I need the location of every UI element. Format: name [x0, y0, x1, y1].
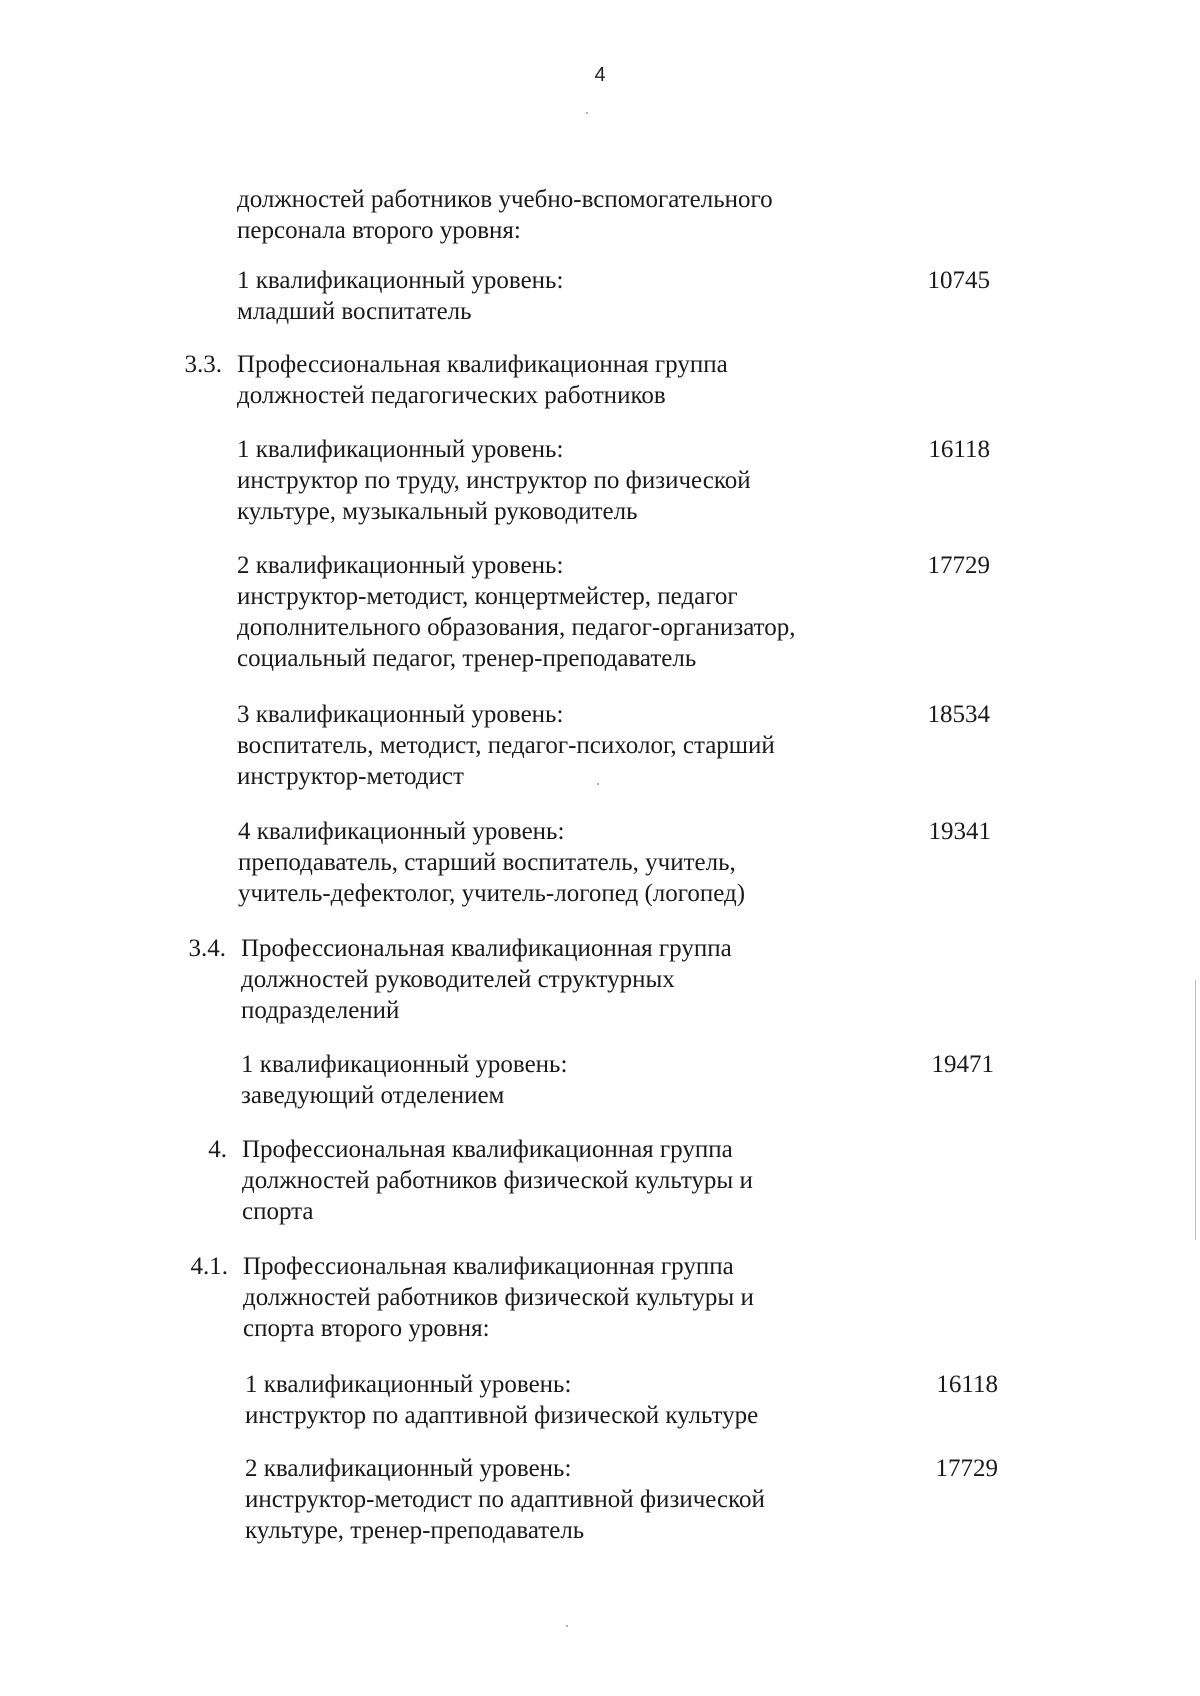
section-number: 4.1. — [190, 1253, 228, 1280]
section-number: 3.4. — [188, 935, 226, 962]
salary-value: 16118 — [928, 436, 990, 463]
entry-line: подразделений — [241, 997, 400, 1024]
salary-value: 17729 — [927, 552, 990, 579]
entry-line: инструктор по труду, инструктор по физической — [237, 467, 751, 494]
entry-text — [237, 699, 775, 792]
entry-text — [241, 933, 732, 1026]
entry-line: 1 квалификационный уровень: — [237, 436, 564, 463]
salary-value: 19341 — [928, 818, 991, 845]
entry-line: должностей работников физической культуры и — [243, 1284, 754, 1311]
entry-line: воспитатель, методист, педагог-психолог, старший — [237, 732, 775, 759]
entry-text — [243, 1251, 754, 1344]
entry-text — [241, 1049, 567, 1111]
entry-line: Профессиональная квалификационная группа — [237, 351, 728, 378]
entry-line: культуре, тренер-преподаватель — [245, 1517, 585, 1544]
entry-line: заведующий отделением — [241, 1082, 505, 1109]
entry-text — [237, 184, 773, 246]
entry-line: социальный педагог, тренер-преподаватель — [237, 645, 697, 672]
entry-line: инструктор-методист по адаптивной физической — [245, 1486, 765, 1513]
page-number: 4 — [594, 64, 606, 86]
salary-value: 16118 — [936, 1371, 998, 1398]
salary-value: 17729 — [935, 1455, 998, 1482]
entry-line: 4 квалификационный уровень: — [238, 818, 565, 845]
entry-line: должностей руководителей структурных — [241, 966, 675, 993]
scan-edge-line — [1195, 980, 1196, 1240]
entry-line: Профессиональная квалификационная группа — [243, 1253, 734, 1280]
entry-text — [238, 816, 745, 909]
entry-line: 1 квалификационный уровень: — [245, 1371, 572, 1398]
entry-text — [237, 550, 795, 674]
entry-line: инструктор-методист, концертмейстер, педагог — [237, 583, 738, 610]
section-number: 3.3. — [184, 351, 222, 378]
salary-value: 10745 — [927, 267, 990, 294]
entry-line: должностей работников учебно-вспомогательного — [237, 186, 773, 213]
entry-line: Профессиональная квалификационная группа — [241, 935, 732, 962]
entry-line: должностей педагогических работников — [237, 382, 666, 409]
entry-line: 3 квалификационный уровень: — [237, 701, 564, 728]
entry-text — [237, 349, 728, 411]
scan-speck — [597, 783, 599, 785]
entry-line: преподаватель, старший воспитатель, учитель, — [238, 849, 736, 876]
salary-value: 18534 — [927, 701, 990, 728]
entry-line: 1 квалификационный уровень: — [241, 1051, 568, 1078]
section-number: 4. — [208, 1136, 227, 1163]
entry-text — [237, 265, 563, 327]
entry-line: 2 квалификационный уровень: — [245, 1455, 572, 1482]
entry-line: спорта второго уровня: — [243, 1315, 490, 1342]
entry-text — [242, 1134, 753, 1227]
entry-line: инструктор по адаптивной физической культуре — [245, 1402, 759, 1429]
entry-line: культуре, музыкальный руководитель — [237, 498, 638, 525]
scan-speck — [566, 1625, 568, 1627]
entry-line: Профессиональная квалификационная группа — [242, 1136, 733, 1163]
entry-line: 1 квалификационный уровень: — [237, 267, 564, 294]
scan-speck — [586, 112, 588, 114]
salary-value: 19471 — [931, 1051, 994, 1078]
entry-line: дополнительного образования, педагог-организатор, — [237, 614, 796, 641]
entry-text — [245, 1369, 758, 1431]
entry-text — [237, 434, 751, 527]
entry-line: должностей работников физической культуры и — [242, 1167, 753, 1194]
entry-line: инструктор-методист — [237, 763, 464, 790]
entry-line: 2 квалификационный уровень: — [237, 552, 564, 579]
entry-text — [245, 1453, 765, 1546]
entry-line: младший воспитатель — [237, 298, 472, 325]
entry-line: спорта — [242, 1198, 314, 1225]
entry-line: учитель-дефектолог, учитель-логопед (логопед) — [238, 880, 746, 907]
entry-line: персонала второго уровня: — [237, 217, 521, 244]
